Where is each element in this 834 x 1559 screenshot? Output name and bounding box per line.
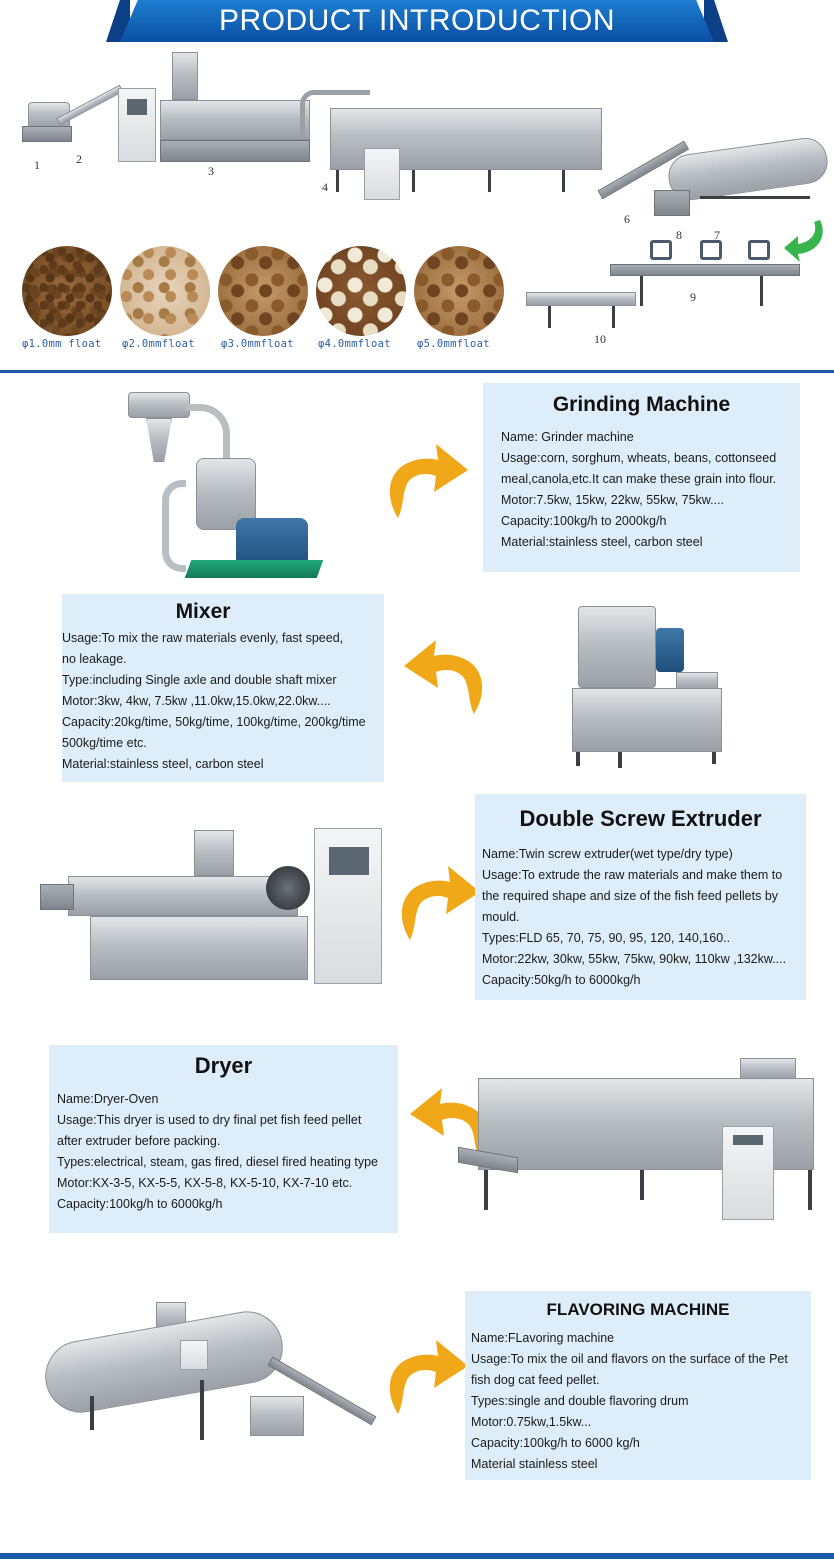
step-number: 9 [690,290,696,304]
step-number: 7 [714,228,720,242]
extruder-info-box [475,794,806,1000]
pellet-sample-image [414,246,504,336]
flavoring-line: Motor:0.75kw,1.5kw... [471,1415,592,1429]
pellet-sample-image [120,246,210,336]
pellet-size-label: φ5.0mmfloat [417,338,490,350]
line-flavoring-drum [666,135,831,203]
flavoring-line: Name:FLavoring machine [471,1331,615,1345]
extruder-line: Motor:22kw, 30kw, 55kw, 75kw, 90kw, 110kw ,132kw.... [482,952,787,966]
pellet-size-label: φ4.0mmfloat [318,338,391,350]
line-mixer-base [22,126,72,142]
dryer-title: Dryer [194,1053,253,1078]
grinding-line: meal,canola,etc.It can make these grain into flour. [501,472,777,486]
line-flow-arrow-icon [784,218,830,262]
extruder-barrel [68,876,298,916]
grinding-info-box [483,383,800,572]
line-extruder-base [160,140,310,162]
line-cooler-hopper [700,240,722,260]
extruder-feeder [194,830,234,876]
extruder-title: Double Screw Extruder [519,806,762,831]
mixer-line: Capacity:20kg/time, 50kg/time, 100kg/time, 200kg/time [62,715,366,729]
flavoring-line: Types:single and double flavoring drum [471,1394,689,1408]
extruder-base [90,916,308,980]
step-number: 6 [624,212,630,226]
pellet-size-label: φ2.0mmfloat [122,338,195,350]
grinding-line: Material:stainless steel, carbon steel [501,535,703,549]
curved-arrow-icon [402,632,492,722]
dryer-control-panel [722,1126,774,1220]
dryer-info-box [49,1045,398,1233]
bottom-divider [0,1553,834,1559]
extruder-control-cabinet [314,828,382,984]
flavoring-line: Usage:To mix the oil and flavors on the surface of the Pet [471,1352,788,1366]
flavoring-panel [180,1340,208,1370]
dryer-line: Types:electrical, steam, gas fired, diesel fired heating type [57,1155,378,1169]
grinding-line: Usage:corn, sorghum, wheats, beans, cottonseed [501,451,777,465]
section-divider [0,370,834,373]
mixer-line: Material:stainless steel, carbon steel [62,757,264,771]
pellet-size-label: φ3.0mmfloat [221,338,294,350]
line-cooler [610,264,800,276]
line-vibrating-screen [526,292,636,306]
pellet-sample-image [22,246,112,336]
extruder-line: Types:FLD 65, 70, 75, 90, 95, 120, 140,160.. [482,931,731,945]
grinding-line: Capacity:100kg/h to 2000kg/h [501,514,667,528]
pellet-sample-image [218,246,308,336]
dryer-line: Usage:This dryer is used to dry final pet fish feed pellet [57,1113,362,1127]
header-banner [120,0,714,42]
dryer-top-hood [740,1058,796,1080]
extruder-die [40,884,74,910]
flavoring-line: Capacity:100kg/h to 6000 kg/h [471,1436,640,1450]
flavoring-info-box [465,1291,811,1480]
dryer-line: Motor:KX-3-5, KX-5-5, KX-5-8, KX-5-10, KX-7-10 etc. [57,1176,353,1190]
step-number: 8 [676,228,682,242]
extruder-line: mould. [482,910,520,924]
grinding-line: Motor:7.5kw, 15kw, 22kw, 55kw, 75kw.... [501,493,725,507]
curved-arrow-icon [380,1332,470,1422]
dryer-line: Capacity:100kg/h to 6000kg/h [57,1197,223,1211]
grinder-outlet-pipe [162,480,186,572]
line-extruder [160,100,310,140]
flavoring-oil-sprayer [250,1396,304,1436]
mixer-line: Type:including Single axle and double shaft mixer [62,673,337,687]
line-cooler-hopper [650,240,672,260]
extruder-line: Usage:To extrude the raw materials and make them to [482,868,783,882]
mixer-frame [572,688,722,752]
dryer-line: Name:Dryer-Oven [57,1092,159,1106]
mixer-motor [656,628,684,672]
extruder-line: Capacity:50kg/h to 6000kg/h [482,973,641,987]
flavoring-line: Material stainless steel [471,1457,598,1471]
flavoring-title: FLAVORING MACHINE [546,1300,730,1319]
line-control-cabinet [118,88,156,162]
extruder-line: the required shape and size of the fish feed pellets by [482,889,779,903]
mixer-line: Motor:3kw, 4kw, 7.5kw ,11.0kw,15.0kw,22.0kw.... [62,694,331,708]
mixer-title: Mixer [175,600,231,623]
grinding-title: Grinding Machine [552,393,731,416]
line-cooler-hopper [748,240,770,260]
mixer-line: Usage:To mix the raw materials evenly, fast speed, [62,631,344,645]
extruder-motor [266,866,310,910]
grinder-pipe [186,404,230,464]
dryer-line: after extruder before packing. [57,1134,221,1148]
mixer-line: no leakage. [62,652,127,666]
step-number: 2 [76,152,82,166]
grinding-line: Name: Grinder machine [501,430,634,444]
curved-arrow-icon [380,436,470,526]
line-dryer-panel [364,148,400,200]
line-extruder-hopper [172,52,198,100]
mixer-line: 500kg/time etc. [62,736,147,750]
step-number: 3 [208,164,214,178]
step-number: 1 [34,158,40,172]
pellet-size-label: φ1.0mm float [22,338,102,350]
page-title: PRODUCT INTRODUCTION [218,4,616,37]
grinder-cyclone-top [128,392,190,418]
mixer-tank [578,606,656,688]
flavoring-line: fish dog cat feed pellet. [471,1373,600,1387]
step-number: 10 [594,332,606,346]
grinder-cyclone-cone [146,418,172,462]
line-oil-sprayer [654,190,690,216]
mixer-info-box [62,594,384,782]
pellet-sample-image [316,246,406,336]
curved-arrow-icon [392,858,482,948]
step-number: 4 [322,180,328,194]
extruder-line: Name:Twin screw extruder(wet type/dry type) [482,847,733,861]
grinder-base [185,560,324,578]
